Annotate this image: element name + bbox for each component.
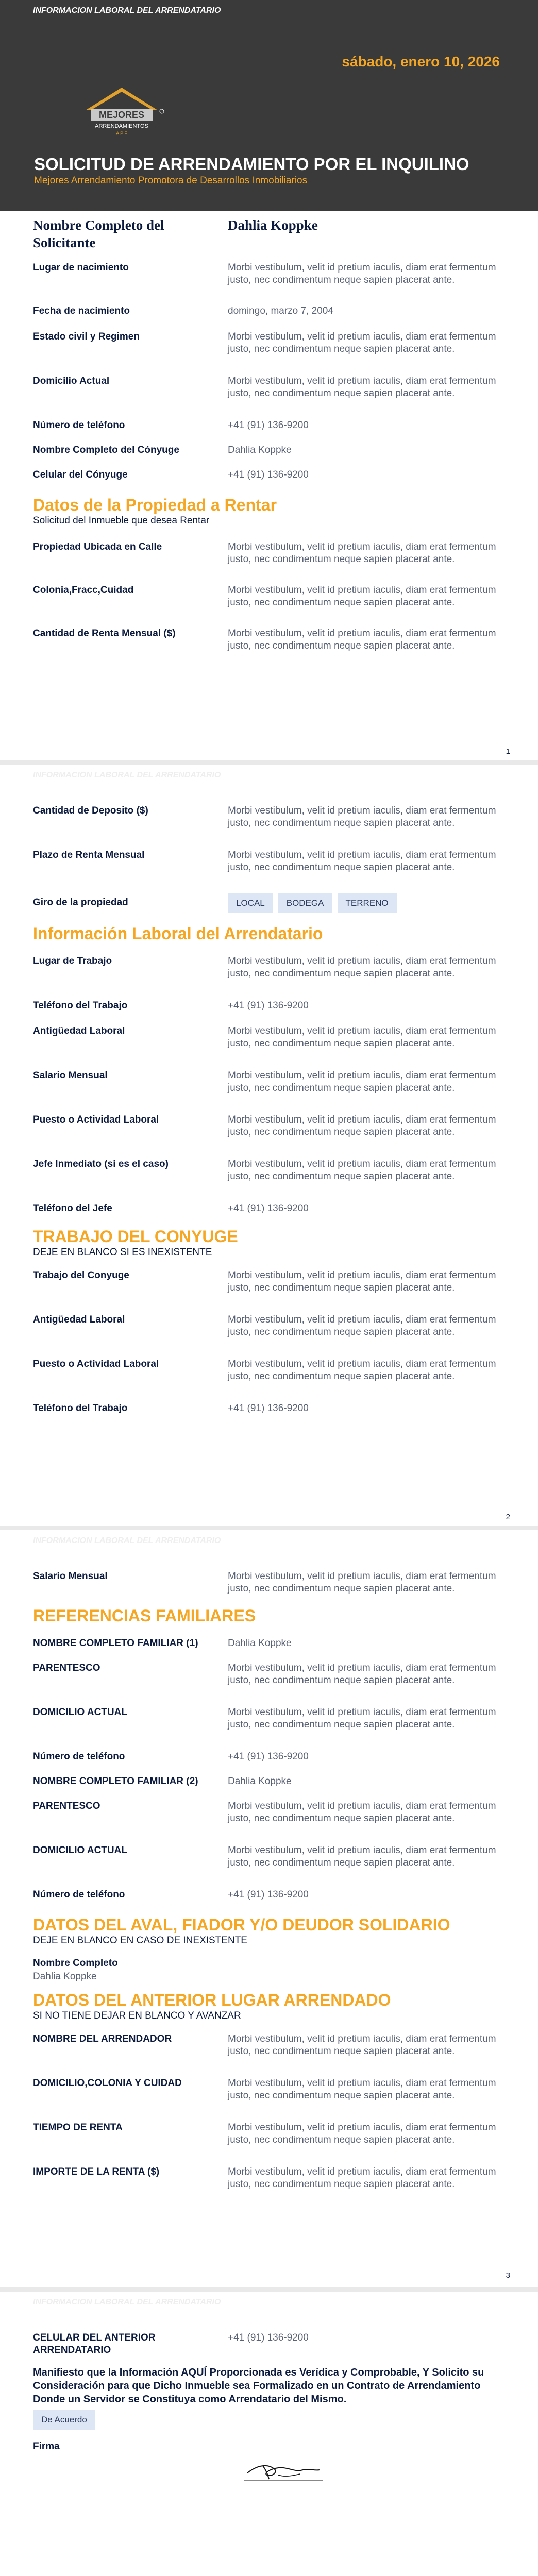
page-number: 2 (506, 1513, 510, 1521)
field-label: Nombre Completo del Solicitante (33, 217, 164, 250)
field-value[interactable]: +41 (91) 136-9200 (228, 1403, 309, 1414)
property-type-options (228, 893, 402, 913)
field-label: Teléfono del Trabajo (33, 1403, 128, 1414)
section-title-property: Datos de la Propiedad a Rentar (33, 496, 277, 514)
company-logo (70, 80, 173, 142)
page-number: 3 (506, 2271, 510, 2280)
section-title-family-refs: REFERENCIAS FAMILIARES (33, 1606, 256, 1625)
field-value[interactable]: Morbi vestibulum, velit id pretium iaculis, diam erat fermentum justo, nec condimentum neque sapien placerat ante. (228, 1571, 496, 1594)
field-label: Lugar de nacimiento (33, 262, 129, 273)
field-label: IMPORTE DE LA RENTA ($) (33, 2166, 160, 2177)
field-label: Giro de la propiedad (33, 897, 128, 908)
field-label: Teléfono del Jefe (33, 1203, 112, 1214)
field-value[interactable]: +41 (91) 136-9200 (228, 420, 309, 431)
field-value[interactable]: Morbi vestibulum, velit id pretium iaculis, diam erat fermentum justo, nec condimentum neque sapien placerat ante. (228, 585, 496, 608)
field-value[interactable]: Morbi vestibulum, velit id pretium iaculis, diam erat fermentum justo, nec condimentum neque sapien placerat ante. (228, 1314, 496, 1337)
chip-local[interactable]: LOCAL (228, 893, 273, 913)
field-value[interactable]: +41 (91) 136-9200 (228, 1889, 309, 1900)
field-value[interactable]: +41 (91) 136-9200 (228, 1000, 309, 1011)
field-label: Lugar de Trabajo (33, 956, 112, 967)
field-label: Trabajo del Conyuge (33, 1270, 129, 1281)
field-value[interactable]: Morbi vestibulum, velit id pretium iaculis, diam erat fermentum justo, nec condimentum neque sapien placerat ante. (228, 1159, 496, 1182)
chip-bodega[interactable]: BODEGA (278, 893, 332, 913)
field-label: NOMBRE COMPLETO FAMILIAR (2) (33, 1776, 198, 1787)
field-value[interactable]: Morbi vestibulum, velit id pretium iaculis, diam erat fermentum justo, nec condimentum neque sapien placerat ante. (228, 376, 496, 399)
field-value[interactable]: Morbi vestibulum, velit id pretium iaculis, diam erat fermentum justo, nec condimentum neque sapien placerat ante. (228, 1114, 496, 1138)
field-label: Puesto o Actividad Laboral (33, 1114, 159, 1125)
field-label: Jefe Inmediato (si es el caso) (33, 1159, 169, 1170)
form-subtitle: Mejores Arrendamiento Promotora de Desarrollos Inmobiliarios (34, 175, 308, 186)
section-subtitle-property: Solicitud del Inmueble que desea Rentar (33, 515, 210, 526)
field-value[interactable]: +41 (91) 136-9200 (228, 2332, 309, 2343)
field-value[interactable]: domingo, marzo 7, 2004 (228, 306, 333, 316)
field-label: CELULAR DEL ANTERIOR ARRENDATARIO (33, 2332, 156, 2355)
field-value[interactable]: Morbi vestibulum, velit id pretium iaculis, diam erat fermentum justo, nec condimentum neque sapien placerat ante. (228, 1270, 496, 1293)
field-value[interactable]: Dahlia Koppke (228, 1638, 292, 1649)
field-value[interactable]: Dahlia Koppke (228, 445, 292, 455)
field-label: Número de teléfono (33, 420, 125, 431)
section-title-previous-rental: DATOS DEL ANTERIOR LUGAR ARRENDADO (33, 1991, 391, 2009)
section-title-spouse-work: TRABAJO DEL CONYUGE (33, 1227, 238, 1246)
section-title-work: Información Laboral del Arrendatario (33, 924, 323, 943)
field-label: Teléfono del Trabajo (33, 1000, 128, 1011)
field-value[interactable]: Dahlia Koppke (228, 217, 318, 233)
field-value[interactable]: Morbi vestibulum, velit id pretium iaculis, diam erat fermentum justo, nec condimentum neque sapien placerat ante. (228, 1663, 496, 1686)
field-value[interactable]: Morbi vestibulum, velit id pretium iaculis, diam erat fermentum justo, nec condimentum neque sapien placerat ante. (228, 628, 496, 651)
field-value[interactable]: Morbi vestibulum, velit id pretium iaculis, diam erat fermentum justo, nec condimentum neque sapien placerat ante. (228, 541, 496, 565)
field-label: Número de teléfono (33, 1751, 125, 1762)
logo-text-small: A P F (116, 131, 127, 136)
faint-header-label: INFORMACION LABORAL DEL ARRENDATARIO (33, 771, 221, 779)
field-label: NOMBRE COMPLETO FAMILIAR (1) (33, 1638, 198, 1649)
field-value[interactable]: Morbi vestibulum, velit id pretium iaculis, diam erat fermentum justo, nec condimentum neque sapien placerat ante. (228, 956, 496, 979)
field-value[interactable]: Morbi vestibulum, velit id pretium iaculis, diam erat fermentum justo, nec condimentum neque sapien placerat ante. (228, 1070, 496, 1093)
field-label: Domicilio Actual (33, 376, 110, 386)
section-subtitle-spouse-work: DEJE EN BLANCO SI ES INEXISTENTE (33, 1247, 212, 1258)
field-label: Puesto o Actividad Laboral (33, 1359, 159, 1369)
field-label: Nombre Completo del Cónyuge (33, 445, 179, 455)
field-label: Colonia,Fracc,Cuidad (33, 585, 134, 596)
declaration-text: Manifiesto que la Información AQUÍ Proporcionada es Verídica y Comprobable, Y Solicito su Consideración para que Dicho Inmueble sea Formalizado en un Contrato de Arrendamiento Donde un Servidor se Constituya como Arrendatario del Mismo. (33, 2367, 484, 2405)
page-number: 1 (506, 747, 510, 756)
agree-button[interactable]: De Acuerdo (33, 2410, 95, 2430)
field-label: TIEMPO DE RENTA (33, 2122, 123, 2133)
form-title: SOLICITUD DE ARRENDAMIENTO POR EL INQUILINO (34, 155, 469, 174)
page-4 (0, 2292, 538, 2576)
section-title-guarantor: DATOS DEL AVAL, FIADOR Y/O DEUDOR SOLIDARIO (33, 1916, 450, 1934)
field-label: Salario Mensual (33, 1070, 108, 1081)
signature-image (242, 2454, 325, 2485)
field-value[interactable]: Morbi vestibulum, velit id pretium iaculis, diam erat fermentum justo, nec condimentum neque sapien placerat ante. (228, 262, 496, 285)
guarantor-name-value[interactable]: Dahlia Koppke (33, 1971, 97, 1982)
field-value[interactable]: Morbi vestibulum, velit id pretium iaculis, diam erat fermentum justo, nec condimentum neque sapien placerat ante. (228, 850, 496, 873)
header-band (0, 0, 538, 211)
page-3 (0, 1530, 538, 2287)
faint-header-label: INFORMACION LABORAL DEL ARRENDATARIO (33, 1536, 221, 1545)
field-label: Estado civil y Regimen (33, 331, 140, 342)
field-label: Celular del Cónyuge (33, 469, 128, 480)
signature-label: Firma (33, 2441, 60, 2452)
guarantor-name-label: Nombre Completo (33, 1958, 118, 1969)
field-value[interactable]: Morbi vestibulum, velit id pretium iaculis, diam erat fermentum justo, nec condimentum neque sapien placerat ante. (228, 805, 496, 828)
chip-terreno[interactable]: TERRENO (338, 893, 397, 913)
field-value[interactable]: Morbi vestibulum, velit id pretium iaculis, diam erat fermentum justo, nec condimentum neque sapien placerat ante. (228, 2033, 496, 2057)
section-subtitle-guarantor: DEJE EN BLANCO EN CASO DE INEXISTENTE (33, 1935, 247, 1946)
field-value[interactable]: Morbi vestibulum, velit id pretium iaculis, diam erat fermentum justo, nec condimentum neque sapien placerat ante. (228, 1845, 496, 1868)
field-label: Cantidad de Renta Mensual ($) (33, 628, 176, 639)
field-value[interactable]: +41 (91) 136-9200 (228, 1751, 309, 1762)
logo-text-sub: ARRENDAMIENTOS (95, 123, 148, 129)
field-label: DOMICILIO ACTUAL (33, 1845, 127, 1856)
field-label: Cantidad de Deposito ($) (33, 805, 148, 816)
page-2 (0, 765, 538, 1526)
field-label: PARENTESCO (33, 1663, 100, 1673)
field-label: Propiedad Ubicada en Calle (33, 541, 162, 552)
field-label: DOMICILIO ACTUAL (33, 1707, 127, 1718)
field-label: Salario Mensual (33, 1571, 108, 1582)
field-value[interactable]: Dahlia Koppke (228, 1776, 292, 1787)
field-label: Antigüedad Laboral (33, 1314, 125, 1325)
field-label: Número de teléfono (33, 1889, 125, 1900)
field-label: NOMBRE DEL ARRENDADOR (33, 2033, 172, 2044)
field-value[interactable]: Morbi vestibulum, velit id pretium iaculis, diam erat fermentum justo, nec condimentum neque sapien placerat ante. (228, 1801, 496, 1824)
field-value[interactable]: +41 (91) 136-9200 (228, 1203, 309, 1214)
header-top-label: INFORMACION LABORAL DEL ARRENDATARIO (33, 6, 221, 15)
field-value[interactable]: Morbi vestibulum, velit id pretium iaculis, diam erat fermentum justo, nec condimentum neque sapien placerat ante. (228, 331, 496, 354)
field-label: Plazo de Renta Mensual (33, 850, 145, 860)
logo-text-main: MEJORES (98, 110, 145, 120)
field-label: Antigüedad Laboral (33, 1026, 125, 1037)
field-value[interactable]: Morbi vestibulum, velit id pretium iaculis, diam erat fermentum justo, nec condimentum neque sapien placerat ante. (228, 2078, 496, 2101)
field-value[interactable]: +41 (91) 136-9200 (228, 469, 309, 480)
field-label: DOMICILIO,COLONIA Y CUIDAD (33, 2078, 182, 2089)
field-label: PARENTESCO (33, 1801, 100, 1811)
page-1 (0, 0, 538, 760)
field-value[interactable]: Morbi vestibulum, velit id pretium iaculis, diam erat fermentum justo, nec condimentum neque sapien placerat ante. (228, 1707, 496, 1730)
field-value[interactable]: Morbi vestibulum, velit id pretium iaculis, diam erat fermentum justo, nec condimentum neque sapien placerat ante. (228, 1359, 496, 1382)
header-date: sábado, enero 10, 2026 (342, 54, 500, 70)
field-value[interactable]: Morbi vestibulum, velit id pretium iaculis, diam erat fermentum justo, nec condimentum neque sapien placerat ante. (228, 1026, 496, 1049)
section-subtitle-previous-rental: SI NO TIENE DEJAR EN BLANCO Y AVANZAR (33, 2010, 241, 2021)
field-value[interactable]: Morbi vestibulum, velit id pretium iaculis, diam erat fermentum justo, nec condimentum neque sapien placerat ante. (228, 2122, 496, 2145)
faint-header-label: INFORMACION LABORAL DEL ARRENDATARIO (33, 2298, 221, 2307)
field-label: Fecha de nacimiento (33, 306, 130, 316)
field-value[interactable]: Morbi vestibulum, velit id pretium iaculis, diam erat fermentum justo, nec condimentum neque sapien placerat ante. (228, 2166, 496, 2190)
